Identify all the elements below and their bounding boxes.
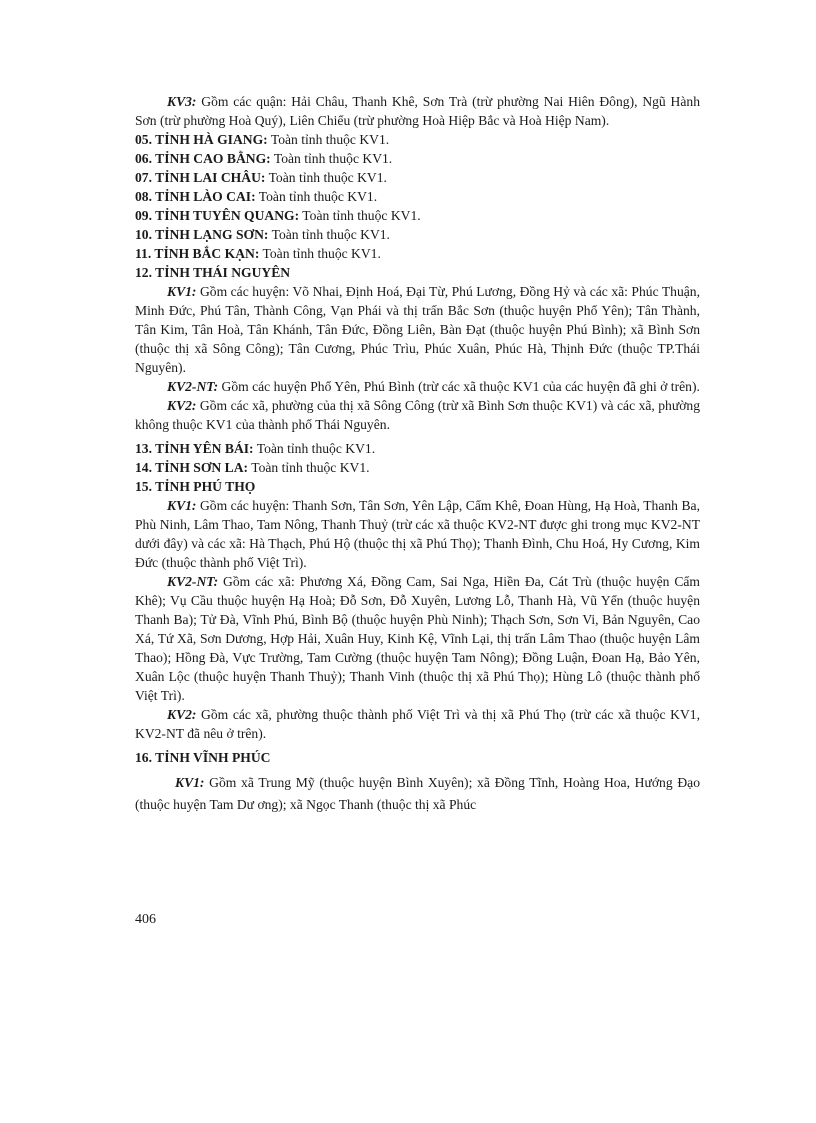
paragraph-thai-nguyen-kv2: KV2: Gồm các xã, phường của thị xã Sông Công (trừ xã Bình Sơn thuộc KV1) và các xã, phường không thuộc KV1 của thành phố Thái Nguyên. (135, 398, 700, 432)
paragraph-thai-nguyen-kv2nt: KV2-NT: Gồm các huyện Phổ Yên, Phú Bình (trừ các xã thuộc KV1 của các huyện đã ghi ở trên). (167, 379, 700, 394)
province-yen-bai: 13. TỈNH YÊN BÁI: Toàn tỉnh thuộc KV1. (135, 441, 376, 456)
document-body (135, 92, 700, 816)
province-ha-giang: 05. TỈNH HÀ GIANG: Toàn tỉnh thuộc KV1. (135, 132, 390, 147)
heading-phu-tho: 15. TỈNH PHÚ THỌ (135, 479, 256, 494)
province-lang-son: 10. TỈNH LẠNG SƠN: Toàn tỉnh thuộc KV1. (135, 227, 390, 242)
province-son-la: 14. TỈNH SƠN LA: Toàn tỉnh thuộc KV1. (135, 460, 370, 475)
province-tuyen-quang: 09. TỈNH TUYÊN QUANG: Toàn tỉnh thuộc KV1. (135, 208, 421, 223)
province-lai-chau: 07. TỈNH LAI CHÂU: Toàn tỉnh thuộc KV1. (135, 170, 387, 185)
paragraph-phu-tho-kv1: KV1: Gồm các huyện: Thanh Sơn, Tân Sơn, Yên Lập, Cẩm Khê, Đoan Hùng, Hạ Hoà, Thanh Ba, Phù Ninh, Lâm Thao, Tam Nông, Thanh Thuỷ (trừ các xã thuộc KV2-NT được ghi trong mục KV2-NT dưới đây) và các xã: Hà Thạch, Phú Hộ (thuộc thị xã Phú Thọ); Thanh Đình, Chu Hoá, Hy Cương, Kim Đức (thuộc thành phố Việt Trì). (135, 498, 700, 570)
province-bac-kan: 11. TỈNH BẮC KẠN: Toàn tỉnh thuộc KV1. (135, 246, 381, 261)
province-cao-bang: 06. TỈNH CAO BẰNG: Toàn tỉnh thuộc KV1. (135, 151, 393, 166)
page-number: 406 (135, 912, 156, 927)
province-lao-cai: 08. TỈNH LÀO CAI: Toàn tỉnh thuộc KV1. (135, 189, 378, 204)
heading-thai-nguyen: 12. TỈNH THÁI NGUYÊN (135, 265, 291, 280)
paragraph-phu-tho-kv2: KV2: Gồm các xã, phường thuộc thành phố Việt Trì và thị xã Phú Thọ (trừ các xã thuộc KV1, KV2-NT đã nêu ở trên). (135, 707, 700, 741)
paragraph-vinh-phuc-kv1: KV1: Gồm xã Trung Mỹ (thuộc huyện Bình Xuyên); xã Đồng Tĩnh, Hoàng Hoa, Hướng Đạo (thuộc huyện Tam Dư ơng); xã Ngọc Thanh (thuộc thị xã Phúc (135, 775, 700, 812)
paragraph-thai-nguyen-kv1: KV1: Gồm các huyện: Võ Nhai, Định Hoá, Đại Từ, Phú Lương, Đồng Hỷ và các xã: Phúc Thuận, Minh Đức, Phú Tân, Thành Công, Vạn Phái và thị trấn Bắc Sơn (thuộc huyện Phổ Yên); Tân Thành, Tân Kim, Tân Hoà, Tân Khánh, Tân Đức, Đồng Liên, Bàn Đạt (thuộc huyện Phú Bình); xã Bình Sơn (thuộc thị xã Sông Công); Tân Cương, Phúc Trìu, Phúc Xuân, Phúc Hà, Thịnh Đức (thuộc TP.Thái Nguyên). (135, 284, 700, 375)
paragraph-phu-tho-kv2nt: KV2-NT: Gồm các xã: Phương Xá, Đồng Cam, Sai Nga, Hiền Đa, Cát Trù (thuộc huyện Cẩm Khê); Vụ Cầu thuộc huyện Hạ Hoà; Đỗ Sơn, Đỗ Xuyên, Lương Lỗ, Thanh Hà, Vũ Yển (thuộc huyện Thanh Ba); Tử Đà, Vĩnh Phú, Bình Bộ (thuộc huyện Phù Ninh); Thạch Sơn, Sơn Vi, Bản Nguyên, Cao Xá, Tứ Xã, Sơn Dương, Hợp Hải, Xuân Huy, Kinh Kệ, Vĩnh Lại, thị trấn Lâm Thao (thuộc huyện Lâm Thao); Hồng Đà, Vực Trường, Tam Cường (thuộc huyện Tam Nông); Đồng Luận, Đoan Hạ, Bảo Yên, Xuân Lộc (thuộc huyện Thanh Thuỷ); Thanh Vinh (thuộc thị xã Phú Thọ); Hùng Lô (thuộc thành phố Việt Trì). (135, 574, 700, 703)
heading-vinh-phuc: 16. TỈNH VĨNH PHÚC (135, 750, 271, 765)
paragraph-kv3-da-nang: KV3: Gồm các quận: Hải Châu, Thanh Khê, Sơn Trà (trừ phường Nai Hiên Đông), Ngũ Hành Sơn (trừ phường Hoà Quý), Liên Chiểu (trừ phường Hoà Hiệp Bắc và Hoà Hiệp Nam). (135, 94, 700, 128)
